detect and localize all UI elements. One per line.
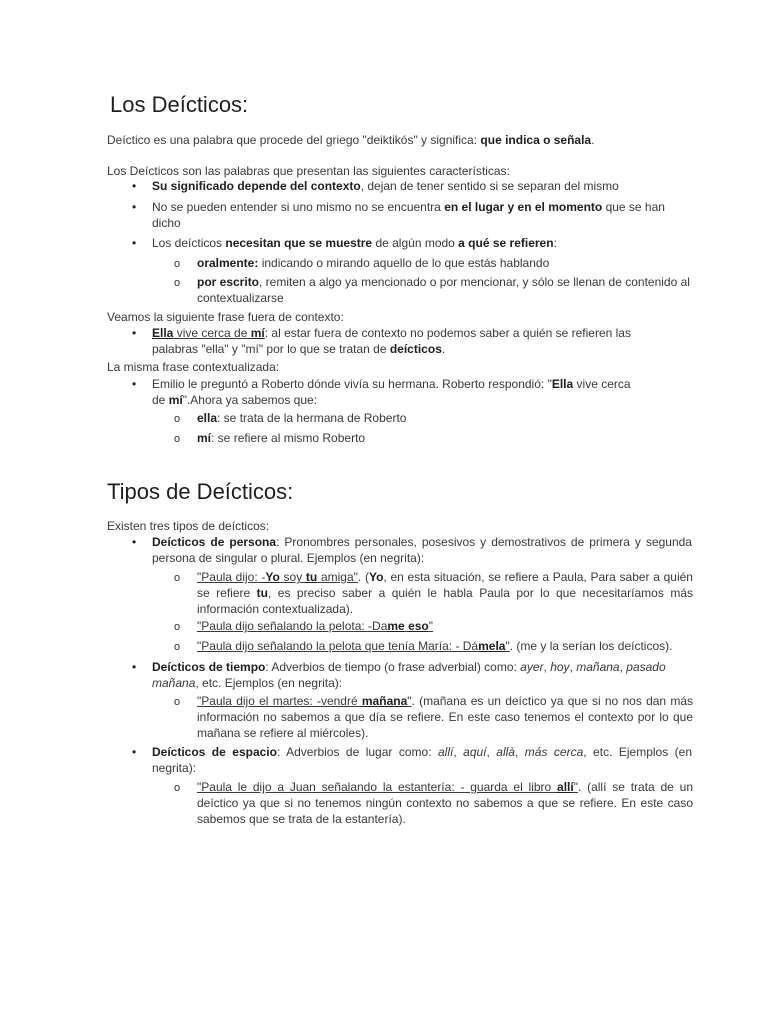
item-bold: tu bbox=[256, 586, 268, 600]
list-item-tiempo bbox=[152, 659, 666, 675]
list-item-ella-fuera bbox=[152, 325, 631, 341]
bullet-dot: • bbox=[132, 535, 137, 549]
item-text: , dejan de tener sentido si se separan del mismo bbox=[360, 179, 619, 193]
item-text: , bbox=[514, 745, 525, 759]
bullet-dot: • bbox=[132, 660, 137, 674]
circle-bullet: o bbox=[174, 258, 181, 270]
list-item-entender-line2: dicho bbox=[152, 216, 181, 230]
circle-bullet: o bbox=[174, 413, 181, 425]
example-paula-amiga bbox=[197, 569, 693, 617]
list-item-emilio bbox=[152, 376, 631, 392]
quote-bold: mañana bbox=[361, 694, 408, 708]
item-italic: hoy bbox=[550, 660, 570, 674]
item-text: , bbox=[569, 660, 577, 674]
sub-item-ella bbox=[197, 410, 406, 426]
item-bold: Su significado depende del contexto bbox=[152, 179, 361, 193]
intro-end: . bbox=[591, 133, 595, 147]
item-text: ".Ahora ya sabemos que: bbox=[182, 393, 318, 407]
item-text: indicando o mirando aquello de lo que estás hablando bbox=[258, 256, 550, 270]
circle-bullet: o bbox=[174, 277, 181, 289]
item-bold: necesitan que se muestre bbox=[225, 236, 373, 250]
intro-paragraph bbox=[107, 132, 594, 148]
quote-bold: me bbox=[387, 619, 405, 633]
quote-text: " bbox=[573, 780, 578, 794]
item-bold: ella bbox=[197, 411, 218, 425]
item-bold: mí bbox=[197, 431, 212, 445]
item-text: vive cerca bbox=[573, 377, 631, 391]
item-text: : Adverbios de tiempo (o frase adverbial) como: bbox=[265, 660, 521, 674]
example-paula-martes bbox=[197, 693, 693, 741]
quote-text: "Paula le dijo a Juan señalando la estantería: - guarda el libro bbox=[197, 780, 558, 794]
misma-paragraph: La misma frase contextualizada: bbox=[107, 360, 280, 374]
list-item-significado bbox=[152, 178, 619, 194]
sub-item-escrito bbox=[197, 274, 690, 290]
item-bold: Deícticos de tiempo bbox=[152, 660, 266, 674]
lead-paragraph: Los Deícticos son las palabras que presentan las siguientes características: bbox=[107, 164, 510, 178]
item-text: . (allí se trata de un deíctico ya que si no tenemos ningún contexto no sabemos a que se refiere. En este caso sabemos que se trata de la estantería). bbox=[197, 780, 693, 826]
intro-bold: que indica o señala bbox=[480, 133, 592, 147]
list-item-entender bbox=[152, 199, 665, 215]
bullet-dot: • bbox=[132, 179, 137, 193]
quote-text: " bbox=[505, 639, 510, 653]
veamos-paragraph: Veamos la siguiente frase fuera de contexto: bbox=[107, 310, 344, 324]
item-bold-underlined: mí bbox=[250, 326, 265, 340]
quote-text: "Paula dijo el martes: -vendré bbox=[197, 694, 362, 708]
bullet-dot: • bbox=[132, 326, 137, 340]
item-text: , bbox=[453, 745, 464, 759]
quote-bold: Yo bbox=[265, 570, 280, 584]
item-text: : bbox=[553, 236, 557, 250]
item-text: . bbox=[441, 342, 446, 356]
bullet-dot: • bbox=[132, 236, 137, 250]
item-text: . (me y la serían los deícticos). bbox=[509, 639, 673, 653]
item-text: palabras "ella" y "mí" por lo que se tratan de bbox=[152, 342, 390, 356]
list-item-ella-fuera-line2 bbox=[152, 341, 445, 357]
circle-bullet: o bbox=[174, 641, 181, 653]
circle-bullet: o bbox=[174, 621, 181, 633]
quote-text: "Paula dijo señalando la pelota que tenía María: - Dá bbox=[197, 639, 479, 653]
item-italic: aquí bbox=[463, 745, 487, 759]
item-text: de algún modo bbox=[372, 236, 459, 250]
list-item-espacio bbox=[152, 744, 692, 776]
bullet-dot: • bbox=[132, 200, 137, 214]
quote-bold: allí bbox=[557, 780, 574, 794]
item-text: de bbox=[152, 393, 169, 407]
quote-text: "Paula dijo: - bbox=[197, 570, 266, 584]
circle-bullet: o bbox=[174, 782, 181, 794]
item-text: No se pueden entender si uno mismo no se encuentra bbox=[152, 200, 445, 214]
item-bold: en el lugar y en el momento bbox=[444, 200, 603, 214]
item-text: , bbox=[619, 660, 627, 674]
item-text: , etc. Ejemplos (en negrita): bbox=[152, 745, 693, 775]
quote-text: " bbox=[428, 619, 434, 633]
item-bold: Deícticos de persona bbox=[152, 535, 277, 549]
item-bold: mí bbox=[168, 393, 183, 407]
item-italic: allí bbox=[438, 745, 454, 759]
item-text: . (mañana es un deíctico ya que si no nos dan más información no sabemos a que día se refiere. En este caso tenemos el contexto por lo que mañana se refiere al miércoles). bbox=[197, 694, 693, 740]
quote-text: amiga bbox=[320, 570, 354, 584]
quote-bold: eso bbox=[408, 619, 429, 633]
item-text: , etc. Ejemplos (en negrita): bbox=[195, 676, 343, 690]
example-paula-maria bbox=[197, 638, 672, 654]
item-text: , es preciso saber a quién le habla Paula por lo que necesitaríamos más información contextualizada). bbox=[197, 586, 693, 616]
sub-item-escrito-line2: contextualizarse bbox=[197, 291, 284, 305]
item-bold: Deícticos de espacio bbox=[152, 745, 277, 759]
item-bold: a qué se refieren bbox=[458, 236, 554, 250]
item-italic: ayer bbox=[520, 660, 544, 674]
item-underlined: vive cerca de bbox=[173, 326, 251, 340]
item-text: Los deícticos bbox=[152, 236, 226, 250]
bullet-dot: • bbox=[132, 745, 137, 759]
item-bold: deícticos bbox=[389, 342, 442, 356]
sub-item-mi bbox=[197, 430, 365, 446]
quote-text: " bbox=[353, 570, 358, 584]
item-italic: mañana bbox=[576, 660, 620, 674]
tipos-lead: Existen tres tipos de deícticos: bbox=[107, 519, 270, 533]
item-text: que se han bbox=[602, 200, 665, 214]
item-text: Emilio le preguntó a Roberto dónde vivía su hermana. Roberto respondió: " bbox=[152, 377, 552, 391]
quote-bold: mela bbox=[478, 639, 506, 653]
item-bold: oralmente: bbox=[197, 256, 259, 270]
item-bold: por escrito bbox=[197, 275, 260, 289]
item-bold-underlined: Ella bbox=[152, 326, 174, 340]
item-text: : Adverbios de lugar como: bbox=[276, 745, 438, 759]
list-item-persona bbox=[152, 534, 692, 566]
quote-bold: tu bbox=[305, 570, 318, 584]
quote-text: "Paula dijo señalando la pelota: -Da bbox=[197, 619, 388, 633]
item-text: . ( bbox=[357, 570, 369, 584]
quote-text: " bbox=[407, 694, 412, 708]
intro-text: Deíctico es una palabra que procede del griego "deiktikós" y significa: bbox=[107, 133, 481, 147]
example-paula-pelota bbox=[197, 618, 433, 634]
item-bold: Yo bbox=[368, 570, 384, 584]
item-italic: mañana bbox=[152, 676, 196, 690]
circle-bullet: o bbox=[174, 572, 181, 584]
item-text: , en esta situación, se refiere a Paula, Para saber a quién se refiere bbox=[197, 570, 693, 600]
section-title-tipos: Tipos de Deícticos: bbox=[107, 479, 294, 504]
item-text: : se trata de la hermana de Roberto bbox=[217, 411, 407, 425]
item-italic: más cerca bbox=[524, 745, 584, 759]
list-item-muestre bbox=[152, 235, 557, 251]
item-text: , bbox=[543, 660, 551, 674]
list-item-emilio-line2 bbox=[152, 392, 317, 408]
circle-bullet: o bbox=[174, 433, 181, 445]
sub-item-oralmente bbox=[197, 255, 549, 271]
item-text: , bbox=[486, 745, 497, 759]
circle-bullet: o bbox=[174, 696, 181, 708]
section-title-los-deicticos: Los Deícticos: bbox=[110, 92, 249, 117]
list-item-tiempo-line2 bbox=[152, 675, 342, 691]
example-paula-juan bbox=[197, 779, 693, 827]
item-italic: pasado bbox=[626, 660, 666, 674]
item-text: : Pronombres personales, posesivos y demostrativos de primera y segunda persona de singular o plural. Ejemplos (en negrita): bbox=[152, 535, 692, 565]
item-text: , remiten a algo ya mencionado o por mencionar, y sólo se llenan de contenido al bbox=[259, 275, 690, 289]
item-bold: Ella bbox=[551, 377, 574, 391]
bullet-dot: • bbox=[132, 377, 137, 391]
quote-text: soy bbox=[283, 570, 303, 584]
item-italic: allà bbox=[496, 745, 515, 759]
item-text: : se refiere al mismo Roberto bbox=[211, 431, 366, 445]
item-text: : al estar fuera de contexto no podemos saber a quién se refieren las bbox=[264, 326, 631, 340]
